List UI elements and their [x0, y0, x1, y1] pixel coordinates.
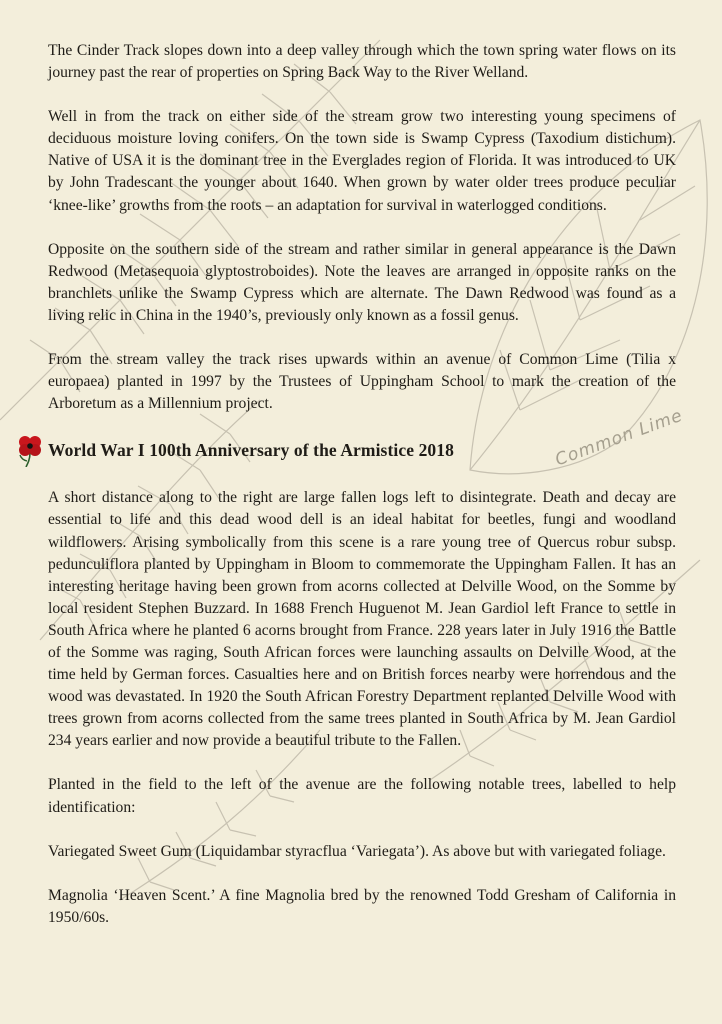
paragraph-swamp-cypress: Well in from the track on either side of the stream grow two interesting young specimens of deciduous moisture loving conifers. On the town side is Swamp Cypress (Taxodium distichum). Native of USA it is the dominant tree in the Everglades region of Florida. It was introduced to UK by John Tradescant the younger about 1640. When grown by water older trees produce peculiar ‘knee-like’ growths from the roots – an adaptation for survival in waterlogged conditions.: [48, 108, 676, 214]
paragraph-delville-wood: A short distance along to the right are large fallen logs left to disintegrate. Death and decay are essential to life and this dead wood dell is an ideal habitat for beetles, fungi and woodland wildflowers. Arising symbolically from this scene is a rare young tree of Quercus robur subsp. pedunculiflora planted by Uppingham in Bloom to commemorate the Uppingham Fallen. It has an interesting heritage having been grown from acorns collected at Delville Wood, on the Somme by local resident Stephen Buzzard. In 1688 French Huguenot M. Jean Gardiol left France to settle in South Africa where he planted 6 acorns brought from France. 228 years later in July 1916 the Battle of the Somme was raging, South African forces were launching assaults on Delville Wood, at the time held by German forces. Casualties here and on British forces nearby were horrendous and the wood was devastated. In 1920 the South African Forestry Department replanted Delville Wood with trees grown from acorns collected from the same trees planted in South Africa by M. Jean Gardiol 234 years earlier and now provide a beautiful tribute to the Fallen.: [48, 489, 676, 750]
section-heading: World War I 100th Anniversary of the Armistice 2018: [48, 440, 454, 461]
paragraph-cinder-track: The Cinder Track slopes down into a deep valley through which the town spring water flows on its journey past the rear of properties on Spring Back Way to the River Welland.: [48, 42, 676, 82]
section-heading-row: [18, 433, 676, 467]
illustration-caption: Common Lime: [552, 405, 686, 471]
paragraph-dawn-redwood: Opposite on the southern side of the stream and rather similar in general appearance is the Dawn Redwood (Metasequoia glyptostroboides). Note the leaves are arranged in opposite ranks on the branchlets unlike the Swamp Cypress which are alternate. The Dawn Redwood was found as a living relic in China in the 1940’s, previously only known as a fossil genus.: [48, 240, 676, 324]
paragraph-field-intro: Planted in the field to the left of the avenue are the following notable trees, labelled to help identification:: [48, 776, 676, 816]
paragraph-magnolia: Magnolia ‘Heaven Scent.’ A fine Magnolia bred by the renowned Todd Gresham of California in 1950/60s.: [48, 886, 676, 926]
paragraph-sweet-gum: Variegated Sweet Gum (Liquidambar styracflua ‘Variegata’). As above but with variegated foliage.: [48, 842, 666, 860]
paragraph-common-lime: From the stream valley the track rises upwards within an avenue of Common Lime (Tilia x europaea) planted in 1997 by the Trustees of Uppingham School to mark the creation of the Arboretum as a Millennium project.: [48, 351, 676, 413]
document-page: [48, 40, 676, 951]
poppy-icon: [18, 433, 42, 467]
